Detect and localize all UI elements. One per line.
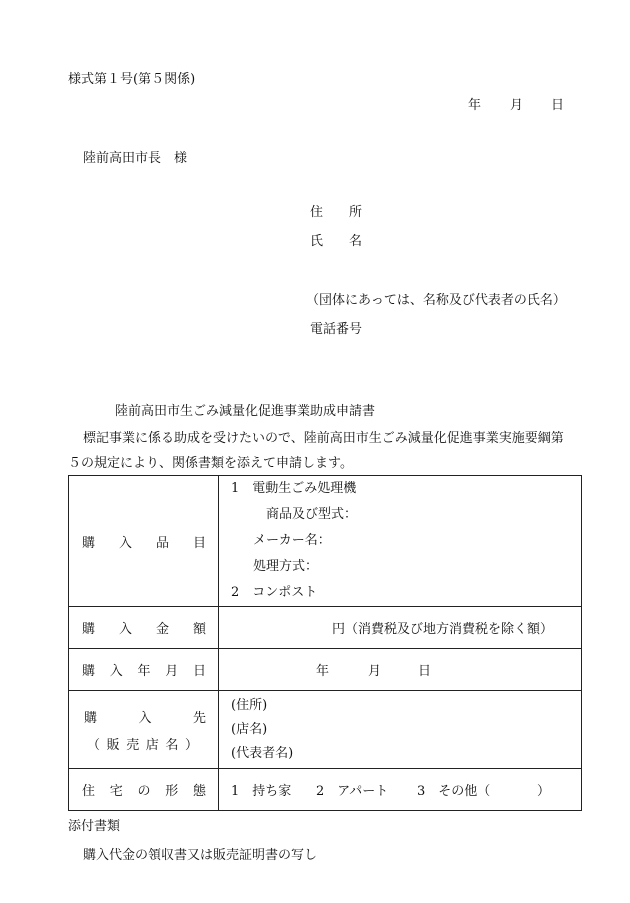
phone-label: 電話番号: [310, 322, 363, 337]
label-char: 入: [109, 664, 123, 679]
date-day: 日: [551, 98, 565, 113]
value-housing[interactable]: [219, 769, 582, 811]
label-char: 態: [192, 784, 206, 799]
label-char: 購: [82, 664, 96, 679]
label-char: 店: [145, 737, 159, 753]
form-number: 様式第１号(第５関係): [68, 72, 196, 87]
label-purchase-amount: [69, 607, 219, 649]
value-vendor[interactable]: [219, 691, 582, 769]
amount-yen-text: 円（消費税及び地方消費税を除く額）: [331, 622, 553, 637]
label-char: 目: [192, 535, 206, 551]
housing-other-close: ）: [537, 784, 551, 799]
label-char: ）: [184, 737, 198, 753]
value-purchase-date[interactable]: [219, 649, 582, 691]
row-purchase-date: [69, 649, 582, 691]
label-vendor: [69, 691, 219, 769]
addressee: 陸前高田市長 様: [83, 151, 188, 166]
application-form-table: [68, 475, 582, 811]
date-year: 年: [468, 98, 482, 113]
body-text-line-2: ５の規定により、関係書類を添えて申請します。: [68, 456, 353, 471]
date-line: [468, 94, 565, 113]
housing-option-other[interactable]: 3 その他（: [417, 784, 491, 799]
address-label: 住 所: [310, 205, 363, 220]
label-char: 入: [118, 535, 132, 551]
option-electric-processor[interactable]: 1 電動生ごみ処理機: [231, 481, 357, 496]
label-char: 入: [138, 710, 152, 726]
model-field[interactable]: 商品及び型式：: [266, 507, 358, 522]
label-char: 売: [126, 737, 140, 753]
body-text-line-1: 標記事業に係る助成を受けたいので、陸前高田市生ごみ減量化促進事業実施要綱第: [83, 431, 564, 446]
label-char: （: [87, 737, 101, 753]
purchase-year: 年: [316, 664, 330, 679]
label-char: 形: [165, 784, 179, 799]
label-char: 名: [165, 737, 179, 753]
label-char: 金: [155, 622, 169, 637]
label-housing: [69, 769, 219, 811]
row-purchase-item: [69, 476, 582, 607]
housing-option-apartment[interactable]: 2 アパート: [316, 784, 389, 799]
label-char: 年: [137, 664, 151, 679]
label-char: 購: [82, 622, 96, 637]
organization-note: （団体にあっては、名称及び代表者の氏名）: [306, 293, 566, 308]
vendor-shop-field[interactable]: (店名): [231, 721, 268, 737]
label-purchase-item: [69, 476, 219, 607]
housing-option-owned[interactable]: 1 持ち家: [231, 784, 292, 799]
label-char: 日: [192, 664, 206, 679]
label-char: 購: [84, 710, 98, 726]
label-char: 品: [155, 535, 169, 551]
value-purchase-amount[interactable]: [219, 607, 582, 649]
label-char: 先: [192, 710, 206, 726]
name-label: 氏 名: [310, 234, 363, 249]
label-purchase-date: [69, 649, 219, 691]
row-housing: [69, 769, 582, 811]
row-vendor: [69, 691, 582, 769]
row-purchase-amount: [69, 607, 582, 649]
document-title: 陸前高田市生ごみ減量化促進事業助成申請書: [115, 404, 376, 419]
attachments-item: 購入代金の領収書又は販売証明書の写し: [83, 848, 318, 863]
label-char: 住: [82, 784, 96, 799]
label-char: 宅: [109, 784, 123, 799]
value-purchase-item[interactable]: [219, 476, 582, 607]
purchase-day: 日: [418, 664, 432, 679]
option-compost[interactable]: 2 コンポスト: [231, 585, 318, 600]
purchase-month: 月: [368, 664, 382, 679]
maker-field[interactable]: メーカー名：: [253, 533, 331, 548]
date-month: 月: [510, 98, 524, 113]
label-char: 販: [106, 737, 120, 753]
label-char: 入: [118, 622, 132, 637]
vendor-address-field[interactable]: (住所): [231, 697, 268, 713]
method-field[interactable]: 処理方式：: [253, 559, 319, 574]
label-char: 額: [192, 622, 206, 637]
label-char: 月: [165, 664, 179, 679]
label-char: の: [137, 784, 151, 799]
attachments-title: 添付書類: [68, 819, 121, 834]
vendor-representative-field[interactable]: (代表者名): [231, 745, 294, 761]
label-char: 購: [82, 535, 96, 551]
